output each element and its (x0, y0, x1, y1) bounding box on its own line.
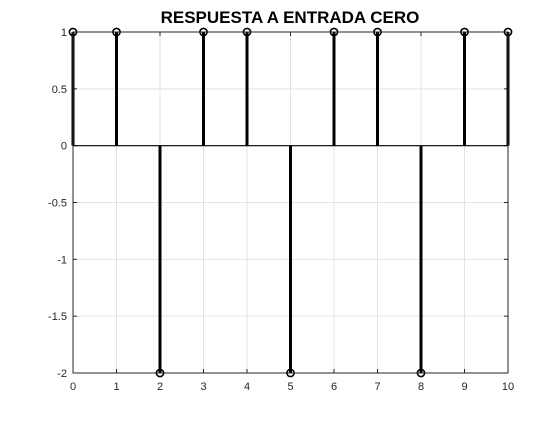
y-tick-label: -2 (57, 368, 67, 380)
x-tick-label: 2 (156, 381, 164, 393)
x-tick-label: 4 (243, 381, 251, 393)
x-tick-label: 1 (113, 381, 120, 393)
y-tick-label: -1.5 (48, 311, 67, 324)
x-tick-label: 5 (287, 381, 294, 393)
x-tick-label: 3 (200, 381, 207, 393)
x-tick-label: 9 (461, 381, 468, 393)
y-tick-label: -0.5 (48, 197, 67, 210)
chart-title: RESPUESTA A ENTRADA CERO (160, 8, 420, 27)
y-tick-label: 0.5 (51, 83, 67, 96)
y-tick-label: -1 (57, 254, 67, 267)
x-tick-label: 8 (417, 381, 425, 393)
y-tick-label: 0 (60, 140, 67, 153)
y-tick-labels (48, 27, 67, 380)
x-tick-label: 0 (69, 381, 77, 393)
x-tick-labels (70, 381, 514, 393)
x-tick-label: 10 (501, 381, 515, 393)
x-tick-label: 7 (374, 381, 381, 393)
y-tick-label: 1 (60, 27, 67, 39)
x-tick-label: 6 (330, 381, 338, 393)
